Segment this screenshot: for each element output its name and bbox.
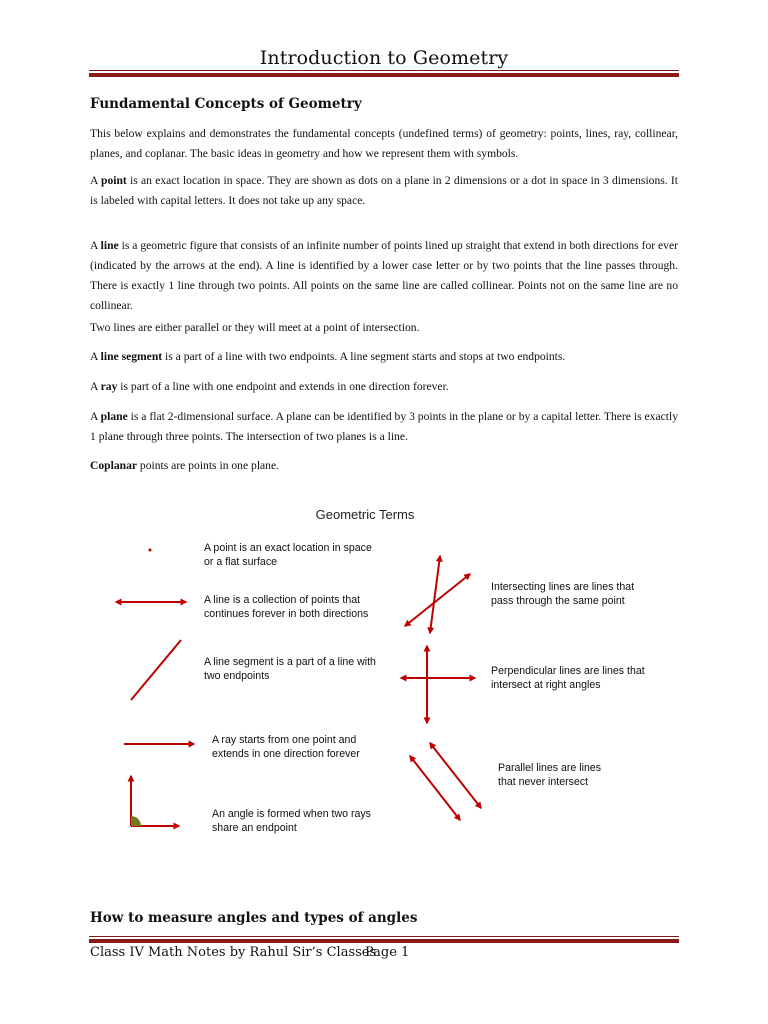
point-paragraph: A point is an exact location in space. They are shown as dots on a plane in 2 dimensions or a dot in space in 3 dimensions. It is labeled with capital letters. It does not take up any space. — [90, 174, 679, 207]
point-dot — [149, 549, 152, 552]
caption-parallel: Parallel lines are lines that never intersect — [498, 762, 602, 788]
term-plane: plane — [100, 410, 128, 423]
section-heading-fundamentals: Fundamental Concepts of Geometry — [90, 96, 362, 112]
term-ray: ray — [100, 380, 118, 393]
page-number: Page 1 — [365, 945, 410, 960]
coplanar-paragraph: Coplanar points are points in one plane. — [90, 459, 280, 472]
caption-point: A point is an exact location in space or a flat surface — [204, 542, 372, 568]
caption-ray: A ray starts from one point and extends in one direction forever — [212, 734, 360, 760]
caption-segment: A line segment is a part of a line with two endpoints — [204, 656, 376, 682]
parallel-line-a — [410, 756, 460, 820]
segment-paragraph: A line segment is a part of a line with two endpoints. A line segment starts and stops at two endpoints. — [90, 350, 566, 363]
term-line-segment: line segment — [100, 350, 163, 363]
term-coplanar: Coplanar — [90, 459, 138, 472]
segment-line — [131, 640, 181, 700]
parallel-line-b — [430, 743, 481, 808]
section-heading-angles: How to measure angles and types of angles — [90, 910, 418, 926]
ray-paragraph: A ray is part of a line with one endpoint and extends in one direction forever. — [90, 380, 449, 393]
intro-paragraph: This below explains and demonstrates the fundamental concepts (undefined terms) of geometry: points, lines, ray, collinear, planes, and coplanar. The basic ideas in geometry and how we represent them with symbols. — [90, 127, 678, 160]
footer-credit: Class IV Math Notes by Rahul Sir’s Classes — [90, 945, 377, 960]
angle-arc — [131, 816, 141, 826]
term-point: point — [101, 174, 127, 187]
caption-perpendicular: Perpendicular lines are lines that intersect at right angles — [491, 665, 645, 691]
intersecting-line-b — [430, 556, 440, 633]
caption-angle: An angle is formed when two rays share an endpoint — [212, 808, 371, 834]
caption-intersecting: Intersecting lines are lines that pass through the same point — [491, 581, 635, 607]
line-paragraph: A line is a geometric figure that consists of an infinite number of points lined up straight that extend in both directions for ever (indicated by the arrows at the end). A line is identified by a lower case letter or by two points that the line passes through. There is exactly 1 line through two points. All points on the same line are called collinear. Points not on the same line are no collinear. — [90, 239, 678, 312]
plane-paragraph: A plane is a flat 2-dimensional surface. A plane can be identified by 3 points in the plane or by a capital letter. There is exactly 1 plane through three points. The intersection of two planes is a line. — [90, 410, 678, 443]
page-title: Introduction to Geometry — [259, 47, 509, 69]
term-line: line — [100, 239, 119, 252]
footer-rule — [89, 936, 679, 943]
figure-title: Geometric Terms — [315, 507, 415, 522]
two-lines-paragraph: Two lines are either parallel or they will meet at a point of intersection. — [90, 321, 420, 334]
caption-line: A line is a collection of points that continues forever in both directions — [204, 594, 369, 620]
